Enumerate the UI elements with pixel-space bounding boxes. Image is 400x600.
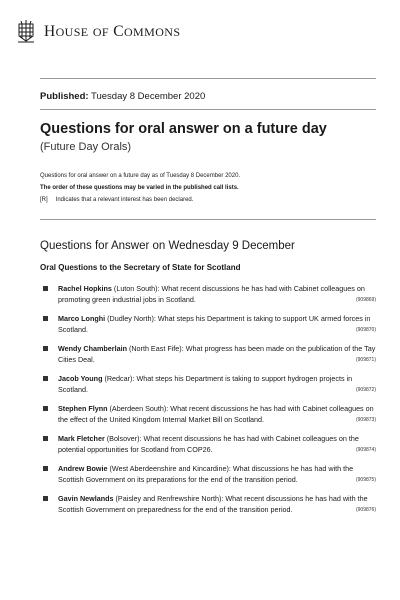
constituency: (Redcar): bbox=[104, 374, 135, 383]
top-divider bbox=[40, 78, 376, 79]
question-ref: (909876) bbox=[355, 507, 376, 513]
question-text: What discussions he has had with the Scottish Government on its preparations for the end of the transition period. bbox=[58, 464, 354, 484]
published-divider bbox=[40, 109, 376, 110]
constituency: (Paisley and Renfrewshire North): bbox=[115, 494, 224, 503]
bullet-icon bbox=[43, 496, 48, 501]
r-marker-text: Indicates that a relevant interest has been declared. bbox=[55, 197, 194, 203]
member-name: Mark Fletcher bbox=[58, 434, 105, 443]
bullet-icon bbox=[43, 376, 48, 381]
member-name: Jacob Young bbox=[58, 374, 103, 383]
question-ref: (909875) bbox=[355, 477, 376, 483]
r-marker: [R] bbox=[40, 197, 48, 203]
question-text: What steps his Department is taking to support hydrogen projects in Scotland. bbox=[58, 374, 353, 394]
question-ref: (909873) bbox=[355, 417, 376, 423]
house-of-commons-wordmark: HOUSE OF COMMONS bbox=[44, 23, 181, 40]
question-text: What recent discussions he has had with Cabinet colleagues on promoting green industrial jobs in Scotland. bbox=[58, 284, 365, 304]
bullet-icon bbox=[43, 436, 48, 441]
constituency: (Bolsover): bbox=[106, 434, 142, 443]
portcullis-logo-icon bbox=[16, 20, 36, 44]
member-name: Wendy Chamberlain bbox=[58, 344, 127, 353]
list-item bbox=[40, 313, 376, 336]
list-item bbox=[40, 463, 376, 486]
bullet-icon bbox=[43, 406, 48, 411]
published-line bbox=[40, 91, 205, 102]
member-name: Rachel Hopkins bbox=[58, 284, 112, 293]
question-ref: (909874) bbox=[355, 447, 376, 453]
question-text: What progress has been made on the publication of the Tay Cities Deal. bbox=[58, 344, 376, 364]
question-text: What recent discussions he has had with Cabinet colleagues on the effect of the United Kingdom Internal Market Bill on Scotland. bbox=[58, 404, 374, 424]
list-item bbox=[40, 283, 376, 306]
question-ref: (909871) bbox=[355, 357, 376, 363]
note-line-2: The order of these questions may be varied in the published call lists. bbox=[40, 185, 239, 191]
list-item bbox=[40, 343, 376, 366]
question-ref: (909869) bbox=[355, 297, 376, 303]
list-item bbox=[40, 403, 376, 426]
section-subtitle: Oral Questions to the Secretary of State for Scotland bbox=[40, 263, 241, 272]
bullet-icon bbox=[43, 286, 48, 291]
bullet-icon bbox=[43, 316, 48, 321]
list-item bbox=[40, 493, 376, 516]
question-text: What recent discussions he has had with the Scottish Government on preparedness for the end of the transition period. bbox=[58, 494, 368, 514]
member-name: Stephen Flynn bbox=[58, 404, 108, 413]
question-text: What steps his Department is taking to support UK armed forces in Scotland. bbox=[58, 314, 371, 334]
constituency: (North East Fife): bbox=[128, 344, 184, 353]
bullet-icon bbox=[43, 466, 48, 471]
published-label: Published: bbox=[40, 91, 89, 102]
house-of-commons-header bbox=[16, 20, 180, 44]
constituency: (Dudley North): bbox=[107, 314, 156, 323]
intro-notes bbox=[40, 170, 370, 206]
question-list bbox=[40, 283, 376, 523]
constituency: (West Aberdeenshire and Kincardine): bbox=[109, 464, 231, 473]
note-line-3 bbox=[40, 194, 370, 206]
page-subtitle: (Future Day Orals) bbox=[40, 141, 132, 153]
question-ref: (909872) bbox=[355, 387, 376, 393]
note-line-1: Questions for oral answer on a future day as of Tuesday 8 December 2020. bbox=[40, 173, 241, 179]
published-date: Tuesday 8 December 2020 bbox=[91, 91, 206, 102]
question-ref: (909870) bbox=[355, 327, 376, 333]
list-item bbox=[40, 373, 376, 396]
bullet-icon bbox=[43, 346, 48, 351]
page-title: Questions for oral answer on a future day bbox=[40, 121, 327, 137]
constituency: (Luton South): bbox=[113, 284, 160, 293]
list-item bbox=[40, 433, 376, 456]
member-name: Andrew Bowie bbox=[58, 464, 108, 473]
member-name: Gavin Newlands bbox=[58, 494, 114, 503]
constituency: (Aberdeen South): bbox=[109, 404, 169, 413]
section-title: Questions for Answer on Wednesday 9 December bbox=[40, 240, 295, 252]
question-text: What recent discussions he has had with Cabinet colleagues on the potential opportunities for Scotland from COP26. bbox=[58, 434, 359, 454]
member-name: Marco Longhi bbox=[58, 314, 106, 323]
notes-divider bbox=[40, 219, 376, 220]
